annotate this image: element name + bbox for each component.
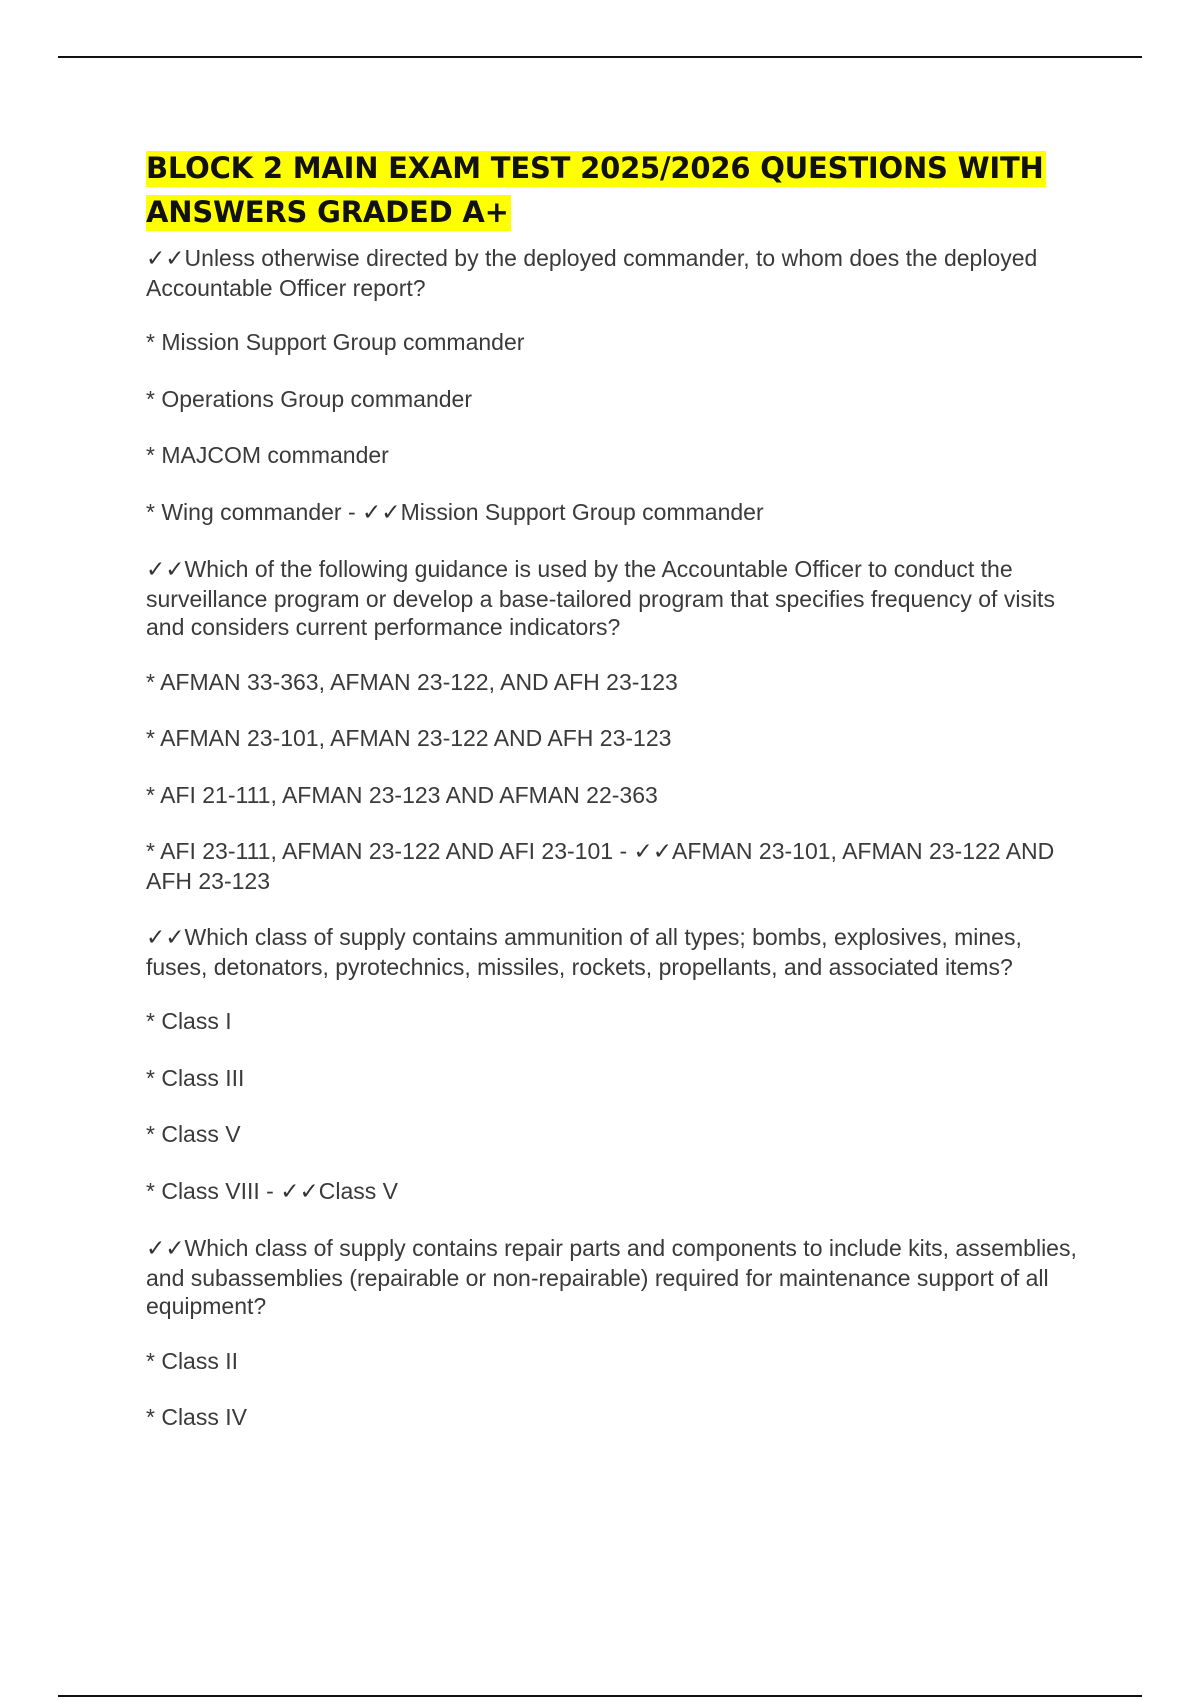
answer-option: * AFMAN 23-101, AFMAN 23-122 AND AFH 23-123 xyxy=(146,725,672,751)
question-text: ✓✓Which of the following guidance is used by the Accountable Officer to conduct the surveillance program or develop a base-tailored program that specifies frequency of visits and considers current performance indicators? xyxy=(146,556,1055,640)
question-text: ✓✓Which class of supply contains repair parts and components to include kits, assemblies, and subassemblies (repairable or non-repairable) required for maintenance support of all equipment? xyxy=(146,1235,1077,1319)
answer-option: * Class II xyxy=(146,1347,239,1374)
check-mark-icon: ✓✓ xyxy=(146,246,185,272)
check-mark-icon: ✓✓ xyxy=(146,925,185,951)
question-block xyxy=(146,923,1086,1206)
question-text: ✓✓Which class of supply contains ammunition of all types; bombs, explosives, mines, fuses, detonators, pyrotechnics, missiles, rockets, propellants, and associated items? xyxy=(146,924,1022,980)
document-title xyxy=(146,146,1086,234)
check-mark-icon: ✓✓ xyxy=(280,1178,319,1205)
answer-option: * Mission Support Group commander xyxy=(146,329,525,355)
correct-answer: Class V xyxy=(318,1177,398,1204)
top-rule xyxy=(58,56,1142,58)
answer-option-with-key: * Wing commander - ✓✓Mission Support Group commander xyxy=(146,498,764,526)
answer-option-with-key: * AFI 23-111, AFMAN 23-122 AND AFI 23-101 - ✓✓AFMAN 23-101, AFMAN 23-122 AND AFH 23-123 xyxy=(146,838,1055,894)
document-body xyxy=(146,146,1086,1460)
answer-option: * MAJCOM commander xyxy=(146,442,389,468)
check-mark-icon: ✓✓ xyxy=(633,839,673,865)
answer-option: * Class IV xyxy=(146,1404,247,1430)
answer-option: * Operations Group commander xyxy=(146,385,472,412)
bottom-rule xyxy=(58,1695,1142,1697)
question-text: ✓✓Unless otherwise directed by the deployed commander, to whom does the deployed Accountable Officer report? xyxy=(146,245,1038,301)
correct-answer: AFMAN 23-101, AFMAN 23-122 AND AFH 23-123 xyxy=(146,838,1055,894)
question-block xyxy=(146,1234,1086,1432)
check-mark-icon: ✓✓ xyxy=(362,499,401,526)
title-highlight: BLOCK 2 MAIN EXAM TEST 2025/2026 QUESTIONS WITH ANSWERS GRADED A+ xyxy=(146,151,1044,229)
correct-answer: Mission Support Group commander xyxy=(400,498,764,525)
check-mark-icon: ✓✓ xyxy=(146,1236,185,1262)
answer-option-with-key: * Class VIII - ✓✓Class V xyxy=(146,1177,398,1205)
answer-option: * Class I xyxy=(146,1008,232,1034)
answer-option: * AFI 21-111, AFMAN 23-123 AND AFMAN 22-363 xyxy=(146,781,658,808)
question-block xyxy=(146,555,1086,895)
answer-option: * Class III xyxy=(146,1064,245,1091)
check-mark-icon: ✓✓ xyxy=(146,557,185,583)
answer-option: * Class V xyxy=(146,1121,241,1147)
answer-option: * AFMAN 33-363, AFMAN 23-122, AND AFH 23-123 xyxy=(146,668,678,695)
question-block xyxy=(146,244,1086,527)
